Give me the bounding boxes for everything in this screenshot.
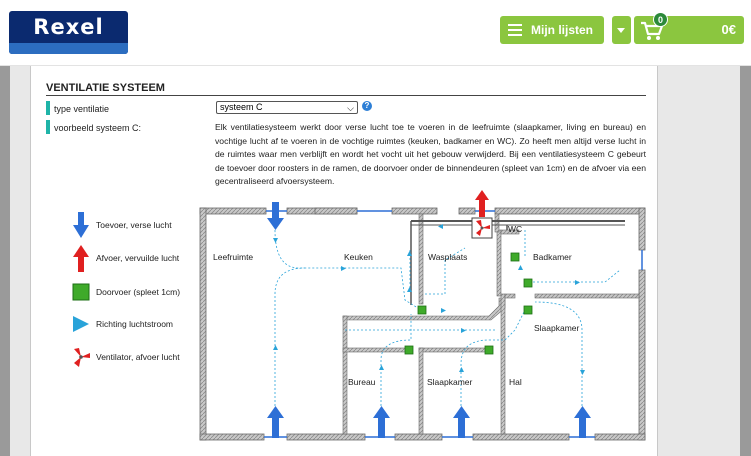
legend-label-supply: Toevoer, verse lucht xyxy=(96,220,172,230)
my-lists-button[interactable] xyxy=(500,16,604,44)
blue-arrow-down-icon xyxy=(267,406,284,438)
logo-text: Rexel xyxy=(33,15,104,39)
blue-arrow-down-icon xyxy=(453,406,470,438)
room-hal: Hal xyxy=(509,377,522,387)
cart-total: 0€ xyxy=(721,22,736,37)
blue-arrow-down-icon xyxy=(73,212,89,238)
room-slaapkamer-1: Slaapkamer xyxy=(534,323,580,333)
system-description: Elk ventilatiesysteem werkt door verse lucht toe te voeren in de leefruimte (slaapkamer, living en bureau) en vochtige lucht af te voeren in de vochtige ruimtes (keuken, badkamer en WC). Zo heeft men altijd verse lucht in de ruimtes waar men verblijft en wordt het vocht uit het gebouw verwijderd. Bij een ventilatiesysteem C gebeurt de toevoer door roosters in de ramen, de doorvoer onder de binnendeuren (spleet van 1cm) en de afvoer via een gecentraliseerd afvoersysteem. xyxy=(215,122,646,187)
legend-label-fan: Ventilator, afvoer lucht xyxy=(96,352,180,362)
green-square-icon xyxy=(418,306,426,314)
green-square-icon xyxy=(485,346,493,354)
title-divider xyxy=(46,95,646,96)
blue-triangle-icon xyxy=(575,280,580,285)
floor-plan xyxy=(195,190,655,446)
green-square-icon xyxy=(524,279,532,287)
blue-triangle-icon xyxy=(459,367,464,372)
ventilation-type-value: systeem C xyxy=(220,102,263,112)
logo-band xyxy=(9,43,128,54)
room-wc: WC xyxy=(508,224,523,234)
ventilation-type-select[interactable] xyxy=(216,101,358,114)
fan-icon xyxy=(74,348,90,367)
page-gutter-left xyxy=(10,66,30,456)
rexel-logo[interactable] xyxy=(9,11,128,54)
legend-label-passage: Doorvoer (spleet 1cm) xyxy=(96,287,181,297)
blue-triangle-icon xyxy=(73,316,89,332)
type-row-marker xyxy=(46,101,50,115)
menu-icon xyxy=(508,21,522,39)
example-row-marker xyxy=(46,120,50,134)
red-arrow-up-icon xyxy=(475,190,489,217)
windows xyxy=(264,211,642,437)
blue-triangle-icon xyxy=(341,266,346,271)
green-square-icon xyxy=(73,284,89,300)
passages xyxy=(405,253,532,354)
room-wasplaats: Wasplaats xyxy=(428,252,468,262)
fan-icon xyxy=(472,218,492,238)
green-square-icon xyxy=(511,253,519,261)
blue-arrow-down-icon xyxy=(267,202,284,230)
green-square-icon xyxy=(524,306,532,314)
room-keuken: Keuken xyxy=(344,252,373,262)
page-border-right xyxy=(740,66,751,456)
example-label: voorbeeld systeem C: xyxy=(54,123,142,133)
airflow-triangles xyxy=(273,224,585,375)
page-gutter-right xyxy=(658,66,740,456)
type-label: type ventilatie xyxy=(54,104,110,114)
green-square-icon xyxy=(405,346,413,354)
blue-arrow-down-icon xyxy=(574,406,591,438)
chevron-down-icon: ⌵ xyxy=(347,103,354,113)
section-title: VENTILATIE SYSTEEM xyxy=(46,82,165,94)
inner-walls xyxy=(343,214,639,434)
red-arrow-up-icon xyxy=(73,245,89,272)
blue-triangle-icon xyxy=(379,365,384,370)
legend-icons xyxy=(70,210,94,370)
blue-arrow-down-icon xyxy=(373,406,390,438)
room-badkamer: Badkamer xyxy=(533,252,572,262)
room-leefruimte: Leefruimte xyxy=(213,252,254,262)
my-lists-label: Mijn lijsten xyxy=(531,23,594,37)
blue-triangle-icon xyxy=(461,328,466,333)
blue-triangle-icon xyxy=(273,238,278,243)
blue-triangle-icon xyxy=(441,308,446,313)
blue-triangle-icon xyxy=(580,370,585,375)
lists-dropdown-button[interactable] xyxy=(612,16,631,44)
site-header xyxy=(0,0,751,66)
cart-button[interactable] xyxy=(634,16,744,44)
room-bureau: Bureau xyxy=(348,377,376,387)
blue-triangle-icon xyxy=(518,265,523,270)
legend-label-exhaust: Afvoer, vervuilde lucht xyxy=(96,253,180,263)
page-border-left xyxy=(0,66,10,456)
room-slaapkamer-2: Slaapkamer xyxy=(427,377,473,387)
help-icon[interactable]: ? xyxy=(362,101,372,111)
cart-count-badge: 0 xyxy=(653,12,668,27)
blue-triangle-icon xyxy=(273,345,278,350)
legend-label-airflow: Richting luchtstroom xyxy=(96,319,174,329)
